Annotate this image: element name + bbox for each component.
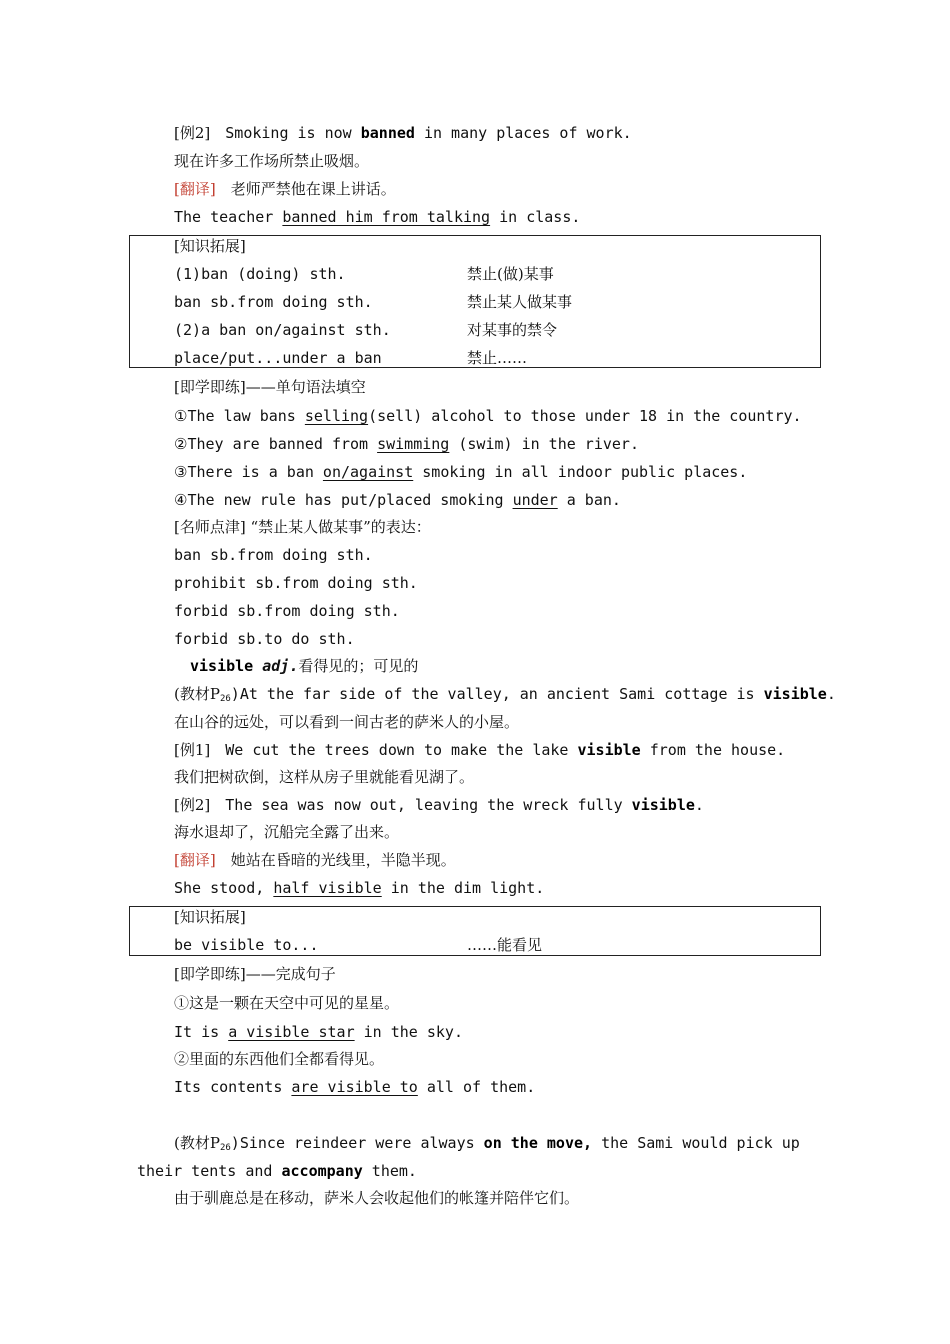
visible-translate-prompt: [翻译] 她站在昏暗的光线里，半隐半现。 [174, 851, 456, 869]
answer-blank: selling [304, 407, 369, 425]
box-row: place/put...under a ban [174, 349, 382, 367]
keyword: visible [631, 796, 695, 814]
visible-example-1-translation: 我们把树砍倒，这样从房子里就能看见湖了。 [174, 768, 475, 786]
keyword: visible [577, 741, 641, 759]
final-translation: 由于驯鹿总是在移动，萨米人会收起他们的帐篷并陪伴它们。 [174, 1189, 580, 1207]
box-row-zh: ……能看见 [467, 936, 543, 954]
box-row-zh: 禁止…… [467, 349, 528, 367]
tips-line: prohibit sb.from doing sth. [174, 574, 418, 592]
answer-blank: half visible [273, 879, 382, 897]
answer-blank: banned him from talking [282, 208, 491, 226]
textbook-source: (教材$P_{26})At$ the far side of the valley, an ancient Sami cottage is visible. [174, 685, 836, 704]
practice-question: ②里面的东西他们全都看得见。 [174, 1050, 385, 1068]
keyword: on the move, [483, 1134, 593, 1152]
keyword: accompany [281, 1162, 363, 1180]
box-row-zh: 禁止某人做某事 [467, 293, 573, 311]
part-of-speech: adj. [262, 657, 299, 675]
textbook-source-translation: 在山谷的远处，可以看到一间古老的萨米人的小屋。 [174, 713, 520, 731]
box-row: be visible to... [174, 936, 319, 954]
practice-item: ③There is a ban on/against smoking in all indoor public places. [174, 463, 748, 481]
answer-blank: under [512, 491, 558, 509]
visible-example-2-translation: 海水退却了，沉船完全露了出来。 [174, 823, 400, 841]
keyword: banned [360, 124, 415, 142]
practice-item: ①The law bans selling(sell) alcohol to those under 18 in the country. [174, 407, 802, 425]
example-tag: [例2] [174, 124, 211, 142]
tips-line: forbid sb.from doing sth. [174, 602, 400, 620]
practice-title: [即学即练]——完成句子 [174, 965, 336, 983]
visible-example-1: [例1] We cut the trees down to make the lake visible from the house. [174, 741, 786, 759]
answer-blank: a visible star [228, 1023, 355, 1041]
headword: visible [190, 657, 254, 675]
answer-blank: swimming [377, 435, 450, 453]
box-row: (2)a ban on/against sth. [174, 321, 391, 339]
headword-visible: visible adj.看得见的；可见的 [190, 657, 419, 675]
practice-answer: It is a visible star in the sky. [174, 1023, 463, 1041]
tips-line: forbid sb.to do sth. [174, 630, 355, 648]
keyword: visible [763, 685, 827, 703]
box-row: (1)ban (doing) sth. [174, 265, 346, 283]
ban-translate-answer: The teacher banned him from talking in class. [174, 208, 581, 226]
box-row-zh: 禁止(做)某事 [467, 265, 554, 283]
box-row: ban sb.from doing sth. [174, 293, 373, 311]
final-source-line-1: (教材$P_{26})Since$ reindeer were always on the move, the Sami would pick up [174, 1134, 800, 1153]
translate-tag: [翻译] [174, 851, 216, 869]
visible-translate-answer: She stood, half visible in the dim light. [174, 879, 545, 897]
practice-item: ④The new rule has put/placed smoking under a ban. [174, 491, 621, 509]
translate-tag: [翻译] [174, 180, 216, 198]
ban-translate-prompt: [翻译] 老师严禁他在课上讲话。 [174, 180, 396, 198]
box-title: [知识拓展] [174, 908, 246, 926]
practice-question: ①这是一颗在天空中可见的星星。 [174, 994, 400, 1012]
ban-example-2: [例2] Smoking is now banned in many places of work. [174, 124, 632, 142]
tips-title: [名师点津] “禁止某人做某事”的表达： [174, 518, 431, 536]
box-title: [知识拓展] [174, 237, 246, 255]
ban-example-2-translation: 现在许多工作场所禁止吸烟。 [174, 152, 370, 170]
practice-item: ②They are banned from swimming (swim) in the river. [174, 435, 639, 453]
visible-example-2: [例2] The sea was now out, leaving the wreck fully visible. [174, 796, 704, 814]
answer-blank: are visible to [291, 1078, 418, 1096]
tips-line: ban sb.from doing sth. [174, 546, 373, 564]
box-row-zh: 对某事的禁令 [467, 321, 558, 339]
final-source-line-2: their tents and accompany them. [137, 1162, 417, 1180]
answer-blank: on/against [322, 463, 414, 481]
practice-answer: Its contents are visible to all of them. [174, 1078, 536, 1096]
practice-title: [即学即练]——单句语法填空 [174, 378, 366, 396]
